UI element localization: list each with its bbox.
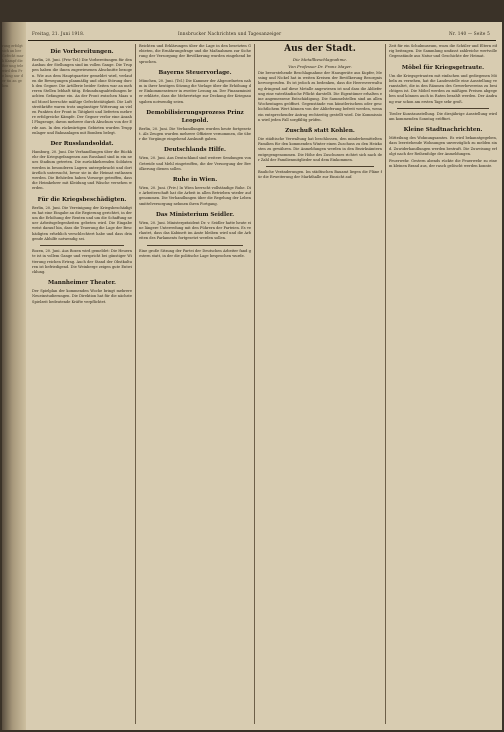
article-heading: Möbel für Kriegsgetraute. (401, 64, 485, 71)
header-paper-title: Innsbrucker Nachrichten und Tagesanzeiger (178, 31, 282, 36)
article-text: Feuerwehr. Gestern abends rückte die Feuerwehr zu einem kleinen Brand aus, der rasch gelöscht werden konnte. (389, 159, 497, 169)
divider (147, 245, 243, 246)
article-heading: Bayerns Steuervorlage. (158, 69, 232, 76)
article-heading: Die Vorbereitungen. (50, 49, 114, 55)
article-text: Tiroler Kunstausstellung. Die diesjährige Ausstellung wird am kommenden Sonntag eröffnet. (389, 111, 497, 122)
article-heading: Mannheimer Theater. (47, 280, 116, 287)
article-byline: Von Professor Dr. Franz Mayer. (288, 64, 352, 69)
article-text: Eine große Sitzung der Partei der Deutschen Arbeiter fand gestern statt, in der die politische Lage besprochen wurde. (139, 248, 251, 258)
article-text: Wien, 20. Juni. (Priv.) In Wien herrscht vollständige Ruhe. Die Arbeiterschaft hat die Arbeit in allen Betrieben wieder aufgenommen. Die Verhandlungen über die Regelung der Lebensmittelversorgung nehmen ihren Fortgang. (139, 186, 251, 206)
divider (266, 166, 374, 167)
article-text: Berlin, 20. Juni. Die Vereinigung der Kriegsbeschädigten hat eine Eingabe an die Regierung gerichtet, in der um die Erhöhung der Renten und um die Schaffung neuer Arbeitsgelegenheiten gebeten wird. Die Eingabe weist darauf hin, dass die Teuerung die Lage der Beschädigten erheblich verschlechtert habe und dass dringende Abhilfe notwendig sei. (32, 205, 132, 241)
article-text: Bozen, 20. Juni. Aus Bozen wird gemeldet: Die Heuernte ist in vollem Gange und verspricht bei günstiger Witterung reichen Ertrag. Auch der Stand der Obstkulturen ist befriedigend. Die Weinberge zeigen gute Entwicklung. (32, 249, 132, 274)
article-heading: Das Ministerium Seidler. (155, 211, 235, 218)
header-issue-number: Nr. 140 — Seite 5 (449, 31, 490, 36)
article-text: Bauliche Veränderungen. Im städtischen Bauamt liegen die Pläne für die Erweiterung der Markthalle zur Einsicht auf. (258, 170, 382, 180)
article-text: Mitteilung des Wohnungsamtes. Es wird bekanntgegeben, dass leerstehende Wohnungen unverzüglich zu melden sind. Zuwiderhandlungen werden bestraft. Die Zuweisung erfolgt nach der Reihenfolge der Anmeldungen. (389, 136, 497, 156)
article-heading: Demobilisierungsprozess Prinz Leopold. (146, 109, 244, 124)
column-2 (139, 44, 251, 724)
column-4 (389, 44, 497, 724)
article-heading: Für die Kriegsbeschädigten. (37, 196, 127, 203)
article-text: München, 20. Juni. (Tel.) Die Kammer der Abgeordneten nahm in ihrer heutigen Sitzung die Vorlage über die Erhöhung der Einkommensteuer in zweiter Lesung an. Der Finanzminister erklärte, dass die Mehrerträge zur Deckung der Kriegsausgaben notwendig seien. (139, 78, 251, 104)
article-text: Berlin, 20. Juni. (Priv.-Tel.) Die Vorbereitungen für den Ausbau der Stellungen sind im vollen Gange. Die Truppen haben die ihnen zugewiesenen Abschnitte bezogen. Wie aus dem Hauptquartier gemeldet wird, verlaufen die Bewegungen planmäßig und ohne Störung durch den Gegner. Die Artillerie beider Seiten war an mehreren Stellen lebhaft tätig. Erkundungsabteilungen brachten Gefangene ein. An der Front zwischen Maas und Mosel herrschte mäßige Gefechtstätigkeit. Die Luftstreitkräfte waren trotz ungünstiger Witterung an vielen Punkten der Front in Tätigkeit und lieferten mehrere erfolgreiche Kämpfe. Der Gegner verlor eine Anzahl Flugzeuge, davon mehrere durch Abschuss von der Erde aus. In den rückwärtigen Gebieten wurden Truppenlager und Bahnanlagen mit Bomben belegt. (32, 58, 132, 135)
header-date: Freitag, 21. Juni 1918. (32, 31, 85, 36)
article-heading: Der Russlandsoldat. (50, 141, 114, 148)
divider (397, 108, 489, 109)
article-subheading: Die Metallbeschlagnahme. (292, 57, 348, 62)
article-text: Die städtische Verwaltung hat beschlossen, den minderbemittelten Familien für den kommenden Winter einen Zuschuss zu den Heizkosten zu gewähren. Die Anmeldungen werden in den Bezirksämtern entgegengenommen. Die Höhe des Zuschusses richtet sich nach der Zahl der Familienmitglieder und dem Einkommen. (258, 137, 382, 162)
column-rule (385, 44, 386, 724)
article-text: Die bevorstehende Beschlagnahme der Hausgeräte aus Kupfer, Messing und Nickel hat in weiten Kreisen der Bevölkerung Besorgnis hervorgerufen. Es ist jedoch zu bedenken, dass die Heeresverwaltung dringend auf diese Metalle angewiesen ist und dass die Ablieferung eine vaterländische Pflicht darstellt. Die Eigentümer erhalten eine angemessene Entschädigung. Die Sammelstellen sind an allen Wochentagen geöffnet. Gegenstände von künstlerischem oder geschichtlichem Wert können von der Ablieferung befreit werden, wenn ein entsprechender Antrag rechtzeitig gestellt wird. Die Kommission wird jeden Fall sorgfältig prüfen. (258, 71, 382, 122)
column-3 (258, 44, 382, 724)
article-heading: Deutschlands Hilfe. (164, 147, 226, 154)
column-1 (32, 44, 132, 724)
section-heading: Aus der Stadt. (284, 44, 356, 54)
adjacent-page-edge-text: rung erfolgt sich an ber Gefecht mark Kampf die Ber ung tele wird den Pre lung nur der tin an ge ben (2, 44, 24, 88)
page-header (28, 26, 496, 41)
column-rule (135, 44, 136, 724)
article-heading: Ruhe in Wien. (172, 177, 218, 184)
article-text: Der Spielplan der kommenden Woche bringt mehrere Neueinstudierungen. Die Direktion hat für die nächste Spielzeit bedeutende Kräfte verpflichtet. (32, 289, 132, 304)
article-text: Wien, 20. Juni. Ministerpräsident Dr. v. Seidler hatte heute eine längere Unterredung mit den Führern der Parteien. Es verlautet, dass das Kabinett im Amte bleiben wird und die Arbeiten des Parlaments fortgesetzt werden sollen. (139, 220, 251, 241)
column-rule (254, 44, 255, 724)
article-text: Beichten und Erklärungen über die Lage in den besetzten Gebieten, die Ernährungsfrage und die Maßnahmen zur Sicherung der Versorgung der Bevölkerung wurden eingehend besprochen. (139, 44, 251, 64)
article-text: Berlin, 20. Juni. Die Verhandlungen wurden heute fortgesetzt. Als Zeugen wurden mehrere Offiziere vernommen, die über die Vorgänge eingehend Auskunft gaben. (139, 126, 251, 142)
article-text: Zeit für ein Schulmuseum, wozu die Schüler und Eltern eifrig beitragen. Die Sammlung umfasst zahlreiche wertvolle Gegenstände aus Natur und Geschichte der Heimat. (389, 44, 497, 59)
newspaper-page (2, 22, 502, 730)
divider (40, 245, 124, 246)
article-heading: Zuschuß statt Kohlen. (285, 128, 355, 135)
article-heading: Kleine Stadtnachrichten. (403, 127, 483, 134)
article-text: Um die Kriegsgetrauten mit einfachen und gediegenen Möbeln zu versehen, hat die Landesstelle eine Ausstellung veranstaltet, die in den Räumen des Gewerbevereins zu besichtigen ist. Die Möbel werden zu mäßigen Preisen abgegeben und können auch in Raten bezahlt werden. Der Andrang war schon am ersten Tage sehr groß. (389, 73, 497, 104)
article-text: Wien, 20. Juni. Aus Deutschland sind weitere Sendungen von Getreide und Mehl eingetroffen, die der Versorgung der Bevölkerung dienen sollen. (139, 156, 251, 171)
article-text: Hamburg, 20. Juni. Die Verhandlungen über die Rückkehr der Kriegsgefangenen aus Russland sind in ein neues Stadium getreten. Die zurückkehrenden Soldaten werden in besonderen Lagern untergebracht und dort ärztlich untersucht, bevor sie in die Heimat entlassen werden. Die Behörden haben Vorsorge getroffen, dass die Heimkehrer mit Kleidung und Wäsche versehen werden. (32, 150, 132, 191)
